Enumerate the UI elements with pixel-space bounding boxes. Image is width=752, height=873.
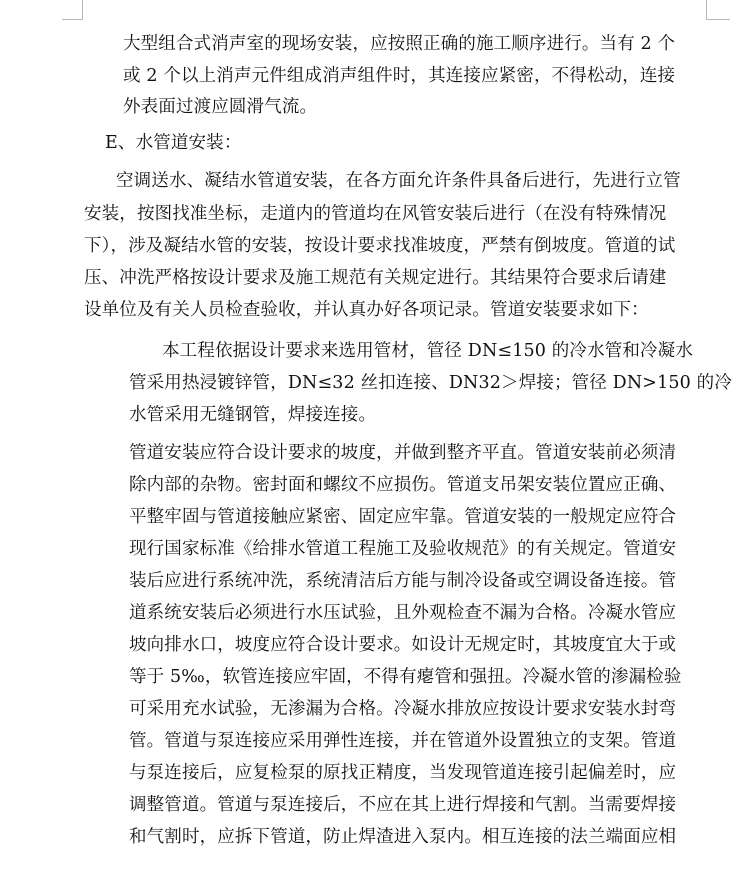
text-line: 空调送水、凝结水管道安装，在各方面允许条件具备后进行，先进行立管	[116, 171, 681, 191]
text-line: 水管采用无缝钢管，焊接连接。	[129, 405, 377, 425]
text-line: 安装，按图找准坐标，走道内的管道均在风管安装后进行（在没有特殊情况	[84, 204, 667, 224]
page-margin-guide	[706, 19, 730, 20]
text-line: 可采用充水试验，无渗漏为合格。冷凝水排放应按设计要求安装水封弯	[129, 699, 677, 719]
text-line: 坡向排水口，坡度应符合设计要求。如设计无规定时，其坡度宜大于或	[129, 635, 677, 655]
text-line: 外表面过渡应圆滑气流。	[123, 97, 318, 117]
text-line: 调整管道。管道与泵连接后，不应在其上进行焊接和气割。当需要焊接	[129, 795, 677, 815]
page-margin-guide	[82, 0, 83, 20]
text-line: 平整牢固与管道接触应紧密、固定应牢靠。管道安装的一般规定应符合	[129, 507, 677, 527]
text-line: 现行国家标准《给排水管道工程施工及验收规范》的有关规定。管道安	[129, 539, 677, 559]
text-line: 下），涉及凝结水管的安装，按设计要求找准坡度，严禁有倒坡度。管道的试	[84, 236, 676, 256]
text-line: 和气割时，应拆下管道，防止焊渣进入泵内。相互连接的法兰端面应相	[129, 827, 677, 847]
text-line: 本工程依据设计要求来选用管材，管径 DN≤150 的冷水管和冷凝水	[162, 341, 693, 361]
text-line: 装后应进行系统冲洗，系统清洁后方能与制冷设备或空调设备连接。管	[129, 571, 677, 591]
text-line: 道系统安装后必须进行水压试验，且外观检查不漏为合格。冷凝水管应	[129, 603, 677, 623]
text-line: 设单位及有关人员检查验收，并认真办好各项记录。管道安装要求如下：	[84, 300, 649, 320]
text-line: 除内部的杂物。密封面和螺纹不应损伤。管道支吊架安装位置应正确、	[129, 475, 677, 495]
section-heading: E、水管道安装：	[105, 133, 242, 153]
text-line: 管道安装应符合设计要求的坡度，并做到整齐平直。管道安装前必须清	[129, 443, 677, 463]
text-line: 与泵连接后，应复检泵的原找正精度，当发现管道连接引起偏差时，应	[129, 763, 677, 783]
text-line: 压、冲洗严格按设计要求及施工规范有关规定进行。其结果符合要求后请建	[84, 268, 667, 288]
text-line: 管。管道与泵连接应采用弹性连接，并在管道外设置独立的支架。管道	[129, 731, 677, 751]
text-line: 或 2 个以上消声元件组成消声组件时，其连接应紧密，不得松动，连接	[123, 66, 676, 86]
text-line: 管采用热浸镀锌管，DN≤32 丝扣连接、DN32＞焊接；管径 DN>150 的冷	[129, 373, 732, 393]
text-line: 大型组合式消声室的现场安装，应按照正确的施工顺序进行。当有 2 个	[123, 34, 676, 54]
text-line: 等于 5‰，软管连接应牢固，不得有瘪管和强扭。冷凝水管的渗漏检验	[129, 667, 682, 687]
page-margin-guide	[62, 19, 83, 20]
page-margin-guide	[706, 0, 707, 20]
